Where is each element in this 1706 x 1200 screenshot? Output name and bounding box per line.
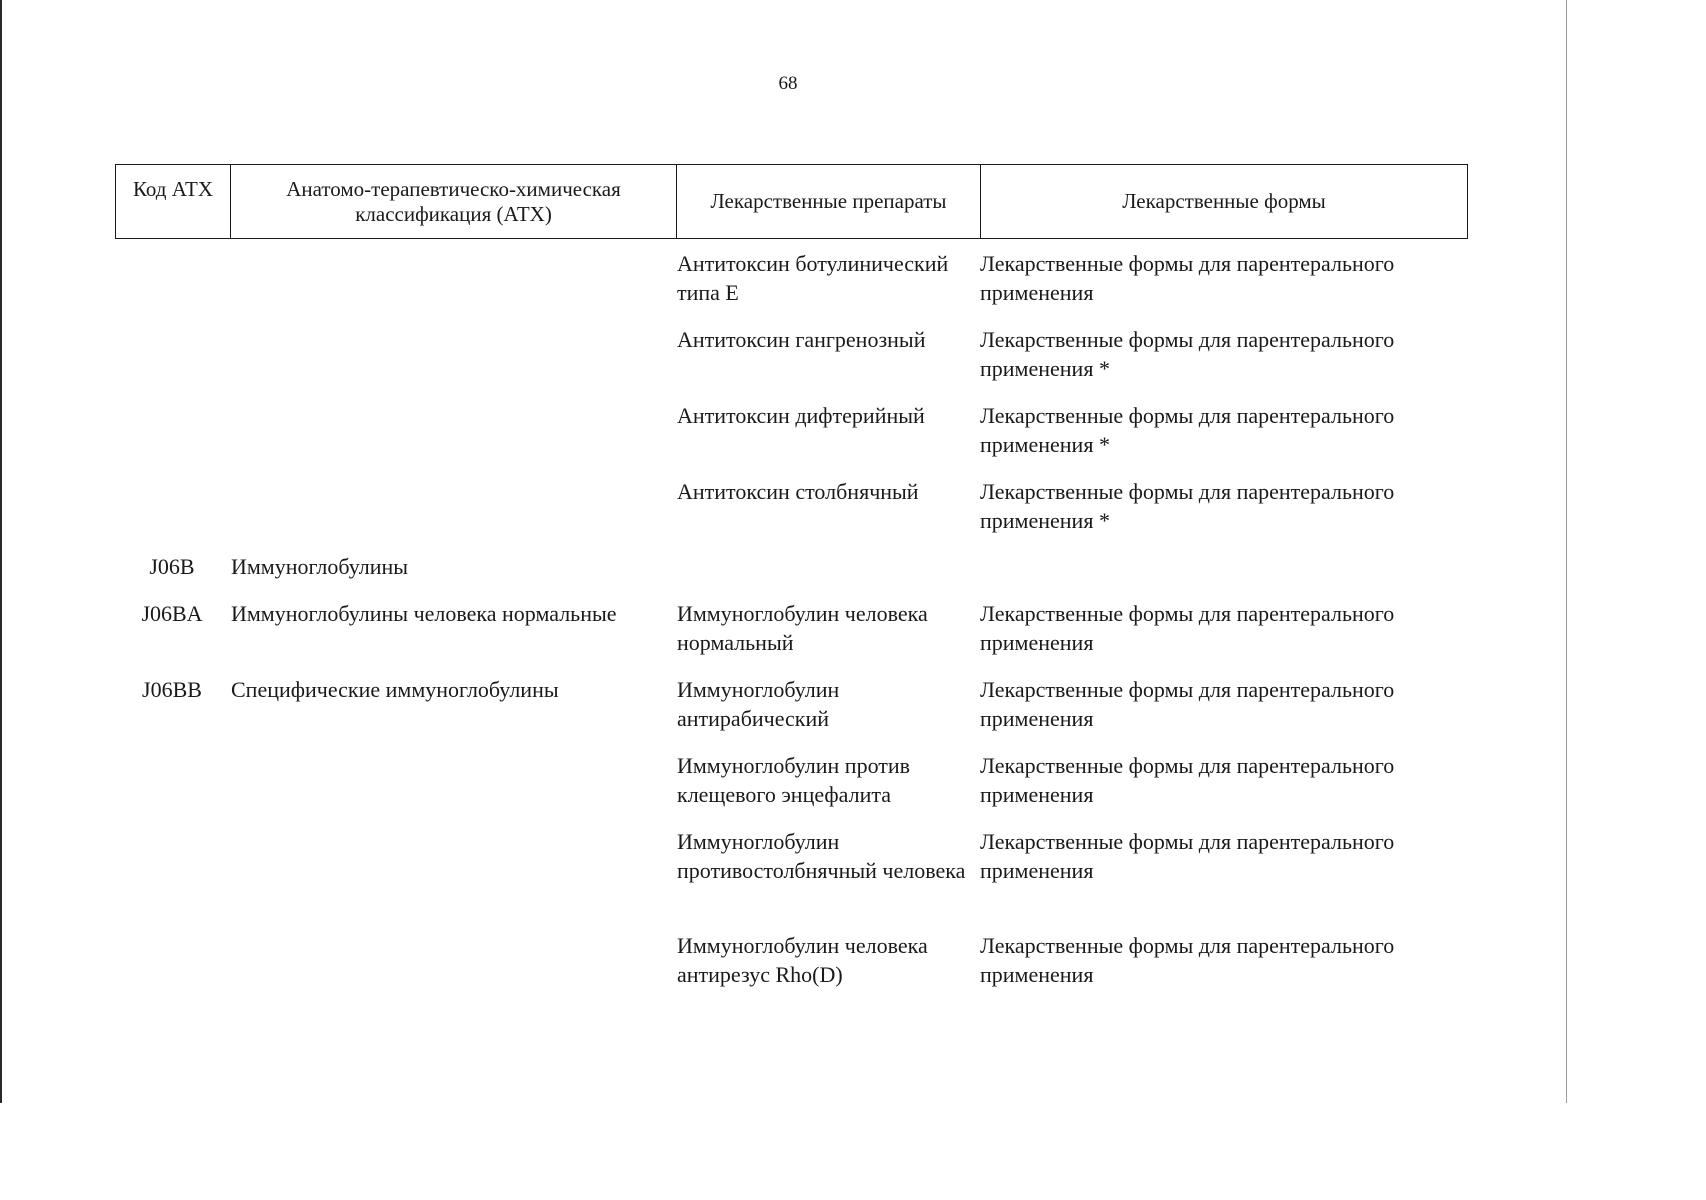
drug-name: Антитоксин дифтерийный xyxy=(677,403,925,428)
header-classification: Анатомо-терапевтическо-химическая классификация (АТХ) xyxy=(230,165,676,238)
dosage-form: Лекарственные формы для парентерального применения * xyxy=(980,403,1395,457)
drug-name: Антитоксин столбнячный xyxy=(677,479,919,504)
drug-name: Иммуноглобулин человека антирезус Rho(D) xyxy=(677,933,928,987)
table-header xyxy=(115,164,1468,239)
drug-name: Иммуноглобулин человека нормальный xyxy=(677,601,928,655)
drug-name: Иммуноглобулин противостолбнячный человека xyxy=(677,829,966,883)
scan-edge-right xyxy=(1566,0,1567,1103)
header-forms: Лекарственные формы xyxy=(980,165,1467,238)
atc-code: J06BA xyxy=(141,601,203,626)
atc-classification: Иммуноглобулины xyxy=(231,554,409,579)
dosage-form: Лекарственные формы для парентерального применения * xyxy=(980,479,1395,533)
dosage-form: Лекарственные формы для парентерального применения xyxy=(980,933,1395,987)
header-code: Код АТХ xyxy=(132,177,214,201)
atc-classification: Специфические иммуноглобулины xyxy=(231,677,559,702)
header-drugs: Лекарственные препараты xyxy=(676,165,980,238)
drug-name: Антитоксин гангренозный xyxy=(677,327,926,352)
atc-classification: Иммуноглобулины человека нормальные xyxy=(231,601,617,626)
dosage-form: Лекарственные формы для парентерального применения xyxy=(980,753,1395,807)
dosage-form: Лекарственные формы для парентерального применения * xyxy=(980,327,1395,381)
drug-name: Иммуноглобулин антирабический xyxy=(677,677,840,731)
atc-code: J06B xyxy=(149,554,195,579)
scan-edge-left xyxy=(0,0,2,1103)
page-number: 68 xyxy=(778,73,798,94)
drug-name: Иммуноглобулин против клещевого энцефалита xyxy=(677,753,911,807)
atc-code: J06BB xyxy=(142,677,202,702)
dosage-form: Лекарственные формы для парентерального применения xyxy=(980,601,1395,655)
dosage-form: Лекарственные формы для парентерального применения xyxy=(980,829,1395,883)
dosage-form: Лекарственные формы для парентерального применения xyxy=(980,677,1395,731)
drug-name: Антитоксин ботулинический типа Е xyxy=(677,251,949,305)
dosage-form: Лекарственные формы для парентерального применения xyxy=(980,251,1395,305)
